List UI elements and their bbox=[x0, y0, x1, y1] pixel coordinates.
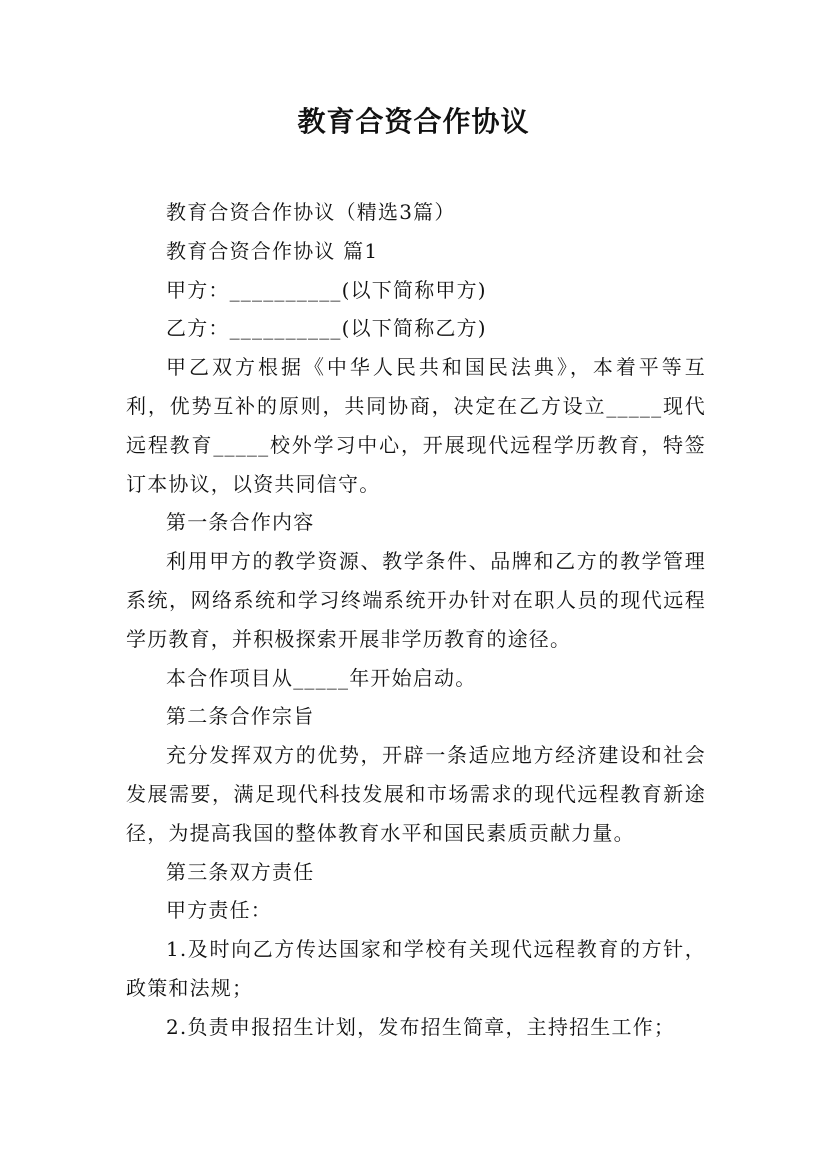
paragraph-article-2-heading: 第二条合作宗旨 bbox=[166, 704, 315, 729]
paragraph-party-b: 乙方：__________(以下简称乙方) bbox=[166, 316, 487, 341]
paragraph-party-a: 甲方：__________(以下简称甲方) bbox=[166, 277, 487, 302]
paragraph-start-year: 本合作项目从_____年开始启动。 bbox=[166, 665, 477, 690]
paragraph-article-heading: 教育合资合作协议 篇1 bbox=[166, 238, 379, 263]
paragraph-article-1-heading: 第一条合作内容 bbox=[166, 510, 315, 535]
paragraph-article-3-heading: 第三条双方责任 bbox=[166, 859, 315, 884]
document-body bbox=[126, 193, 706, 1047]
paragraph-party-a-duties: 甲方责任： bbox=[166, 898, 272, 923]
paragraph-collection-heading: 教育合资合作协议（精选3篇） bbox=[166, 200, 456, 224]
paragraph-duty-2: 2.负责申报招生计划，发布招生简章，主持招生工作； bbox=[166, 1014, 676, 1039]
paragraph-duty-1: 1.及时向乙方传达国家和学校有关现代远程教育的方针，政策和法规； bbox=[126, 937, 706, 1000]
paragraph-article-1-content: 利用甲方的教学资源、教学条件、品牌和乙方的教学管理系统，网络系统和学习终端系统开办针对在职人员的现代远程学历教育，并积极探索开展非学历教育的途径。 bbox=[126, 549, 706, 651]
paragraph-article-2-content: 充分发挥双方的优势，开辟一条适应地方经济建设和社会发展需要，满足现代科技发展和市场需求的现代远程教育新途径，为提高我国的整体教育水平和国民素质贡献力量。 bbox=[126, 743, 706, 845]
document-title: 教育合资合作协议 bbox=[297, 105, 530, 138]
paragraph-preamble: 甲乙双方根据《中华人民共和国民法典》，本着平等互利，优势互补的原则，共同协商，决定在乙方设立_____现代远程教育_____校外学习中心，开展现代远程学历教育，特签订本协议，以资共同信守。 bbox=[126, 355, 706, 496]
